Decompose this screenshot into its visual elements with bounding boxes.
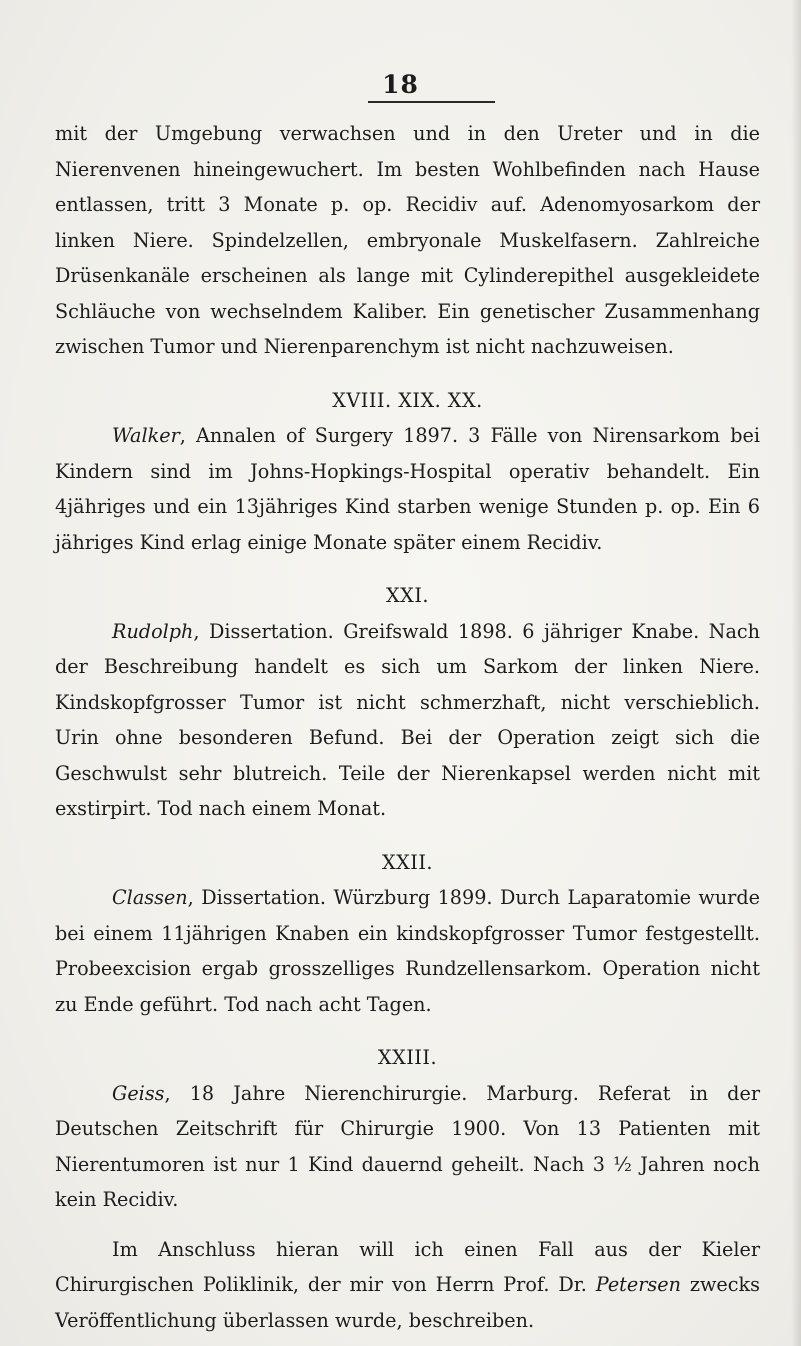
section-heading-xxiii: XXIII. xyxy=(377,1046,438,1069)
paragraph-text: Im Anschluss hieran will ich einen Fall aus der Kieler Chirurgischen Poliklinik, der mir von Herrn Prof. Dr. xyxy=(55,1237,760,1296)
paragraph-geiss xyxy=(55,1076,760,1218)
paragraph-text: , Annalen of Surgery 1897. 3 Fälle von Nirensarkom bei Kindern sind im Johns-Hopkings-Hospital operativ behandelt. Ein 4jähriges und ein 13jähriges Kind starben wenige Stunden p. op. Ein 6 jähriges Kind erlag einige Monate später einem Recidiv. xyxy=(55,424,760,554)
page-body xyxy=(55,116,760,1338)
author-name: Classen xyxy=(112,886,188,909)
paragraph-text: zwecks Veröffentlichung überlassen wurde, beschreiben. xyxy=(55,1273,760,1332)
author-name: Walker xyxy=(112,424,180,447)
author-name: Geiss xyxy=(112,1081,165,1105)
person-name: Petersen xyxy=(595,1273,681,1296)
paragraph-intro: mit der Umgebung verwachsen und in den Ureter und in die Nierenvenen hineingewuchert. Im besten Wohlbefinden nach Hause entlassen, tritt 3 Monate p. op. Recidiv auf. Adenomyosarkom der linken Niere. Spindelzellen, embryonale Muskelfasern. Zahlreiche Drüsenkanäle erscheinen als lange mit Cylinderepithel ausgekleidete Schläuche von wechselndem Kaliber. Ein genetischer Zusammenhang zwischen Tumor und Nierenparenchym ist nicht nachzuweisen. xyxy=(55,122,760,358)
paragraph-classen xyxy=(55,880,760,1022)
paragraph-rudolph xyxy=(55,614,760,827)
section-heading-xxi: XXI. xyxy=(386,584,429,607)
section-heading-xxii: XXII. xyxy=(381,850,434,874)
section-heading-xviii-xx: XVIII. XIX. XX. xyxy=(332,388,483,412)
paragraph-closing xyxy=(55,1232,760,1339)
paragraph-text: , 18 Jahre Nierenchirurgie. Marburg. Referat in der Deutschen Zeitschrift für Chirurgie 1900. Von 13 Patienten mit Nierentumoren ist nur 1 Kind dauernd geheilt. Nach 3 ½ Jahren noch kein Recidiv. xyxy=(55,1081,760,1211)
paragraph-walker xyxy=(55,418,760,560)
paragraph-text: , Dissertation. Würzburg 1899. Durch Laparatomie wurde bei einem 11jährigen Knaben ein kindskopfgrosser Tumor festgestellt. Probeexcision ergab grosszelliges Rundzellensarkom. Operation nicht zu Ende geführt. Tod nach acht Tagen. xyxy=(55,886,760,1016)
page-number: 18 xyxy=(382,70,419,99)
page-number-rule xyxy=(368,101,495,103)
author-name: Rudolph xyxy=(112,619,194,643)
page-edge-shadow xyxy=(791,0,801,1346)
paragraph-text: , Dissertation. Greifswald 1898. 6 jähriger Knabe. Nach der Beschreibung handelt es sich um Sarkom der linken Niere. Kindskopfgrosser Tumor ist nicht schmerzhaft, nicht verschieblich. Urin ohne besonderen Befund. Bei der Operation zeigt sich die Geschwulst sehr blutreich. Teile der Nierenkapsel werden nicht mit exstirpirt. Tod nach einem Monat. xyxy=(55,619,760,820)
